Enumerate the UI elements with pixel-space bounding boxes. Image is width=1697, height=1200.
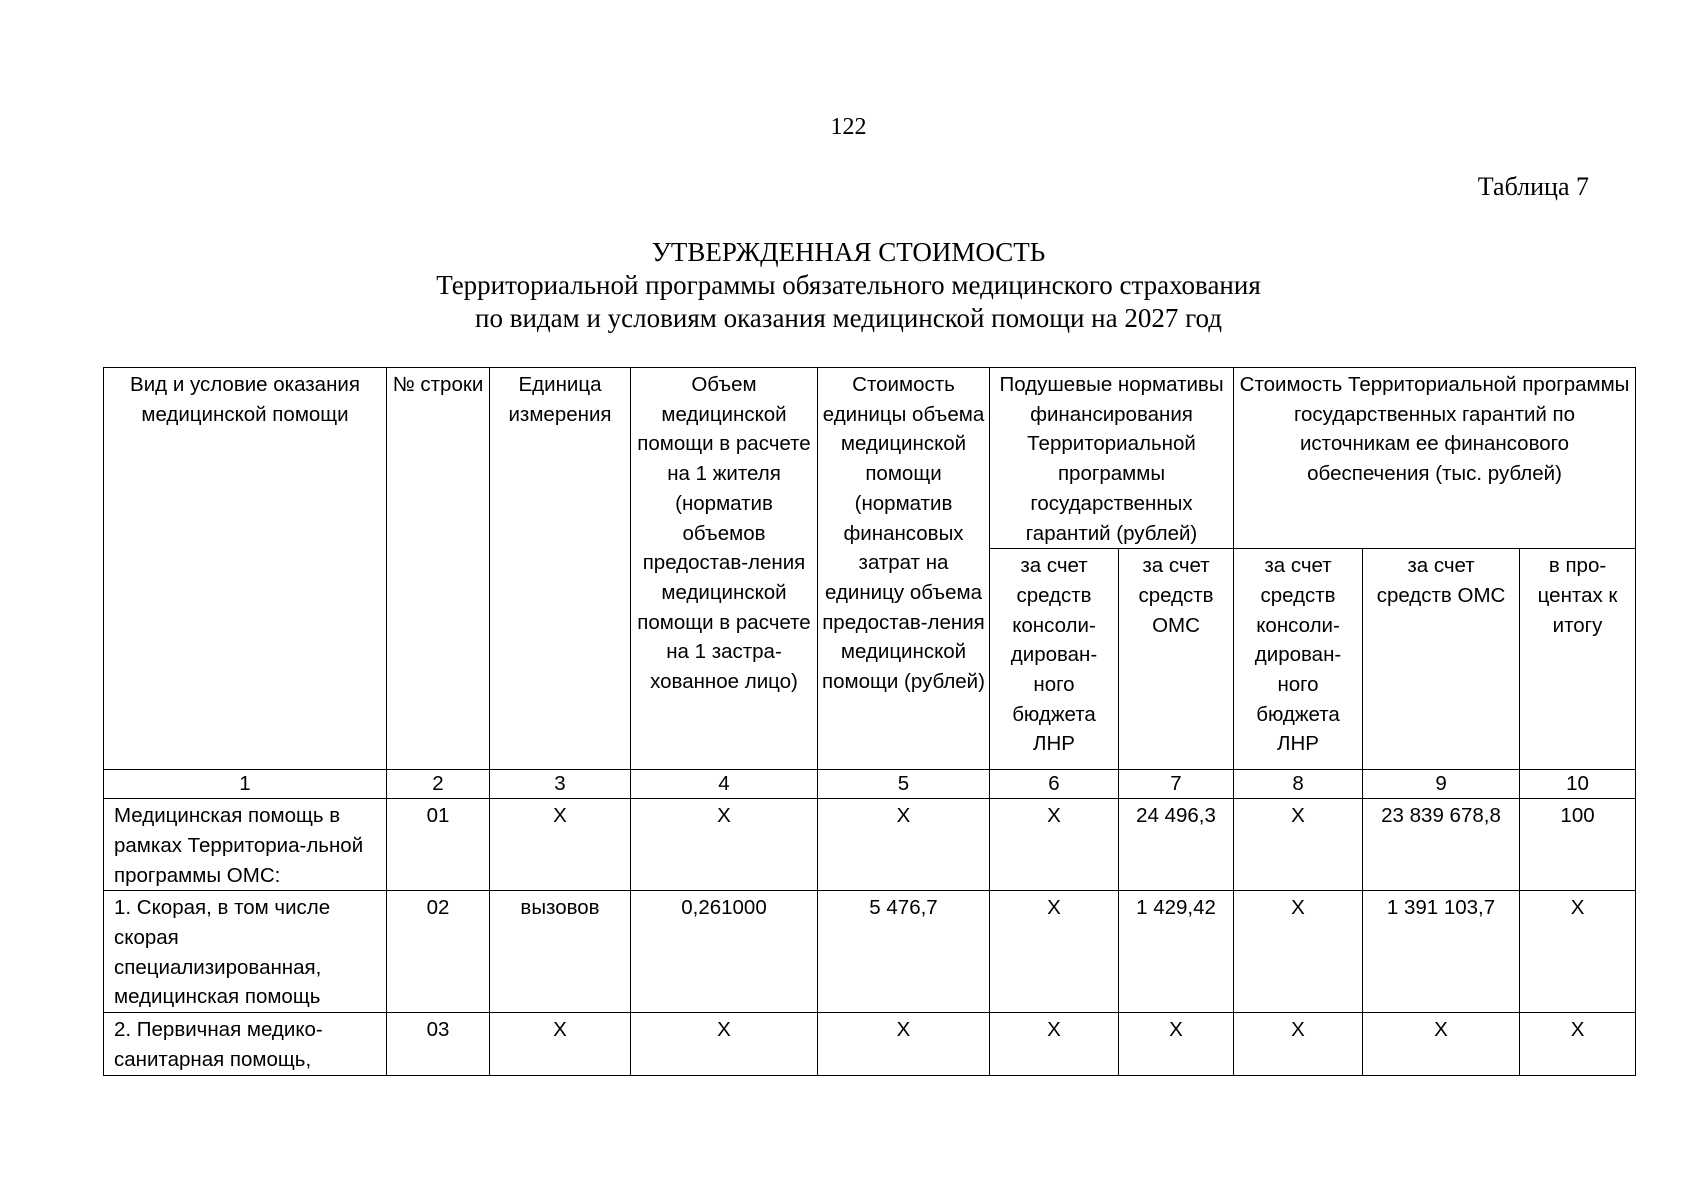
column-number: 1 [104,770,387,799]
column-number: 7 [1119,770,1234,799]
column-number: 9 [1363,770,1520,799]
table-cell: Х [1520,1013,1636,1075]
table-cell: 0,261000 [631,891,818,1013]
table-cell: Х [818,799,990,891]
table-label: Таблица 7 [1477,172,1589,201]
header-per-capita-budget: за счет средств консоли-дирован-ного бюджета ЛНР [990,549,1119,770]
cost-table [103,367,1636,1076]
row-label: Медицинская помощь в рамках Территориа-льной программы ОМС: [104,799,387,891]
table-cell: 5 476,7 [818,891,990,1013]
table-cell: 23 839 678,8 [1363,799,1520,891]
column-number: 3 [490,770,631,799]
table-cell: 100 [1520,799,1636,891]
row-number-cell: 01 [387,799,490,891]
header-volume: Объем медицинской помощи в расчете на 1 жителя (норматив объемов предостав-ления медицинской помощи в расчете на 1 застра-хованное лицо) [631,368,818,770]
header-kind: Вид и условие оказания медицинской помощи [104,368,387,770]
table-cell: Х [1363,1013,1520,1075]
table-cell: 24 496,3 [1119,799,1234,891]
table-cell: Х [631,1013,818,1075]
header-unit: Единица измерения [490,368,631,770]
column-number: 6 [990,770,1119,799]
table-row [104,799,1636,891]
column-number: 10 [1520,770,1636,799]
header-row-number: № строки [387,368,490,770]
title-line-1: УТВЕРЖДЕННАЯ СТОИМОСТЬ [651,237,1046,267]
table-row [104,891,1636,1013]
header-cost-group: Стоимость Территориальной программы государственных гарантий по источникам ее финансового обеспечения (тыс. рублей) [1234,368,1636,549]
column-number: 2 [387,770,490,799]
header-cost-budget: за счет средств консоли-дирован-ного бюджета ЛНР [1234,549,1363,770]
table-cell: 1 429,42 [1119,891,1234,1013]
table-cell: Х [490,1013,631,1075]
column-number: 5 [818,770,990,799]
table-cell: 1 391 103,7 [1363,891,1520,1013]
header-unit-cost: Стоимость единицы объема медицинской помощи (норматив финансовых затрат на единицу объема предостав-ления медицинской помощи (рублей) [818,368,990,770]
page-number: 122 [830,114,867,140]
row-label: 2. Первичная медико-санитарная помощь, [104,1013,387,1075]
table-cell: вызовов [490,891,631,1013]
title-line-3: по видам и условиям оказания медицинской помощи на 2027 год [475,303,1222,333]
row-number-cell: 03 [387,1013,490,1075]
table-cell: Х [1234,891,1363,1013]
table-cell: Х [990,799,1119,891]
document-title [0,236,1697,335]
header-per-capita-oms: за счет средств ОМС [1119,549,1234,770]
table-cell: Х [1119,1013,1234,1075]
table-cell: Х [990,1013,1119,1075]
header-row-1 [104,368,1636,549]
column-number: 8 [1234,770,1363,799]
title-line-2: Территориальной программы обязательного медицинского страхования [436,270,1261,300]
column-numbers-row [104,770,1636,799]
table-cell: Х [1234,799,1363,891]
header-cost-oms: за счет средств ОМС [1363,549,1520,770]
header-per-capita-group: Подушевые нормативы финансирования Территориальной программы государственных гарантий (рублей) [990,368,1234,549]
table-cell: Х [490,799,631,891]
row-label: 1. Скорая, в том числе скорая специализированная, медицинская помощь [104,891,387,1013]
row-number-cell: 02 [387,891,490,1013]
column-number: 4 [631,770,818,799]
table-cell: Х [990,891,1119,1013]
table-row [104,1013,1636,1075]
header-cost-percent: в про-центах к итогу [1520,549,1636,770]
table-cell: Х [631,799,818,891]
table-cell: Х [818,1013,990,1075]
table-cell: Х [1520,891,1636,1013]
table-cell: Х [1234,1013,1363,1075]
